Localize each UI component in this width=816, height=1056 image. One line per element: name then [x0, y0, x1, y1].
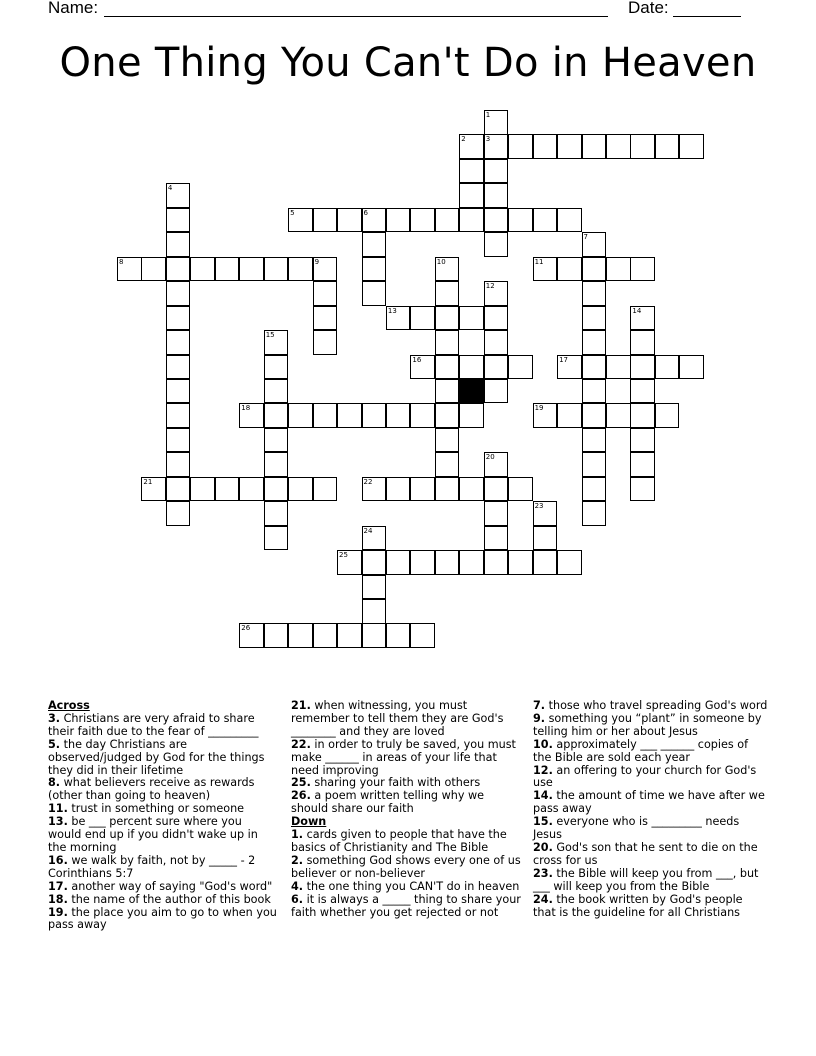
- grid-cell[interactable]: [166, 306, 191, 331]
- grid-cell[interactable]: [582, 379, 607, 404]
- grid-cell[interactable]: [264, 379, 289, 404]
- grid-cell[interactable]: [166, 428, 191, 453]
- grid-cell[interactable]: [264, 257, 289, 282]
- clue-num: 13.: [48, 815, 68, 829]
- grid-cell[interactable]: [435, 306, 460, 331]
- clue-text: the Bible will keep you from ___, but ___ will keep you from the Bible: [533, 866, 759, 893]
- grid-cell[interactable]: [435, 257, 460, 282]
- grid-cell[interactable]: [313, 306, 338, 331]
- clue-number: 9: [314, 257, 320, 266]
- grid-cell[interactable]: [313, 477, 338, 502]
- grid-cell[interactable]: [484, 159, 509, 184]
- grid-cell[interactable]: [582, 452, 607, 477]
- clue-text: everyone who is _________ needs Jesus: [533, 815, 740, 842]
- clue-column-2: [291, 700, 521, 919]
- grid-cell[interactable]: [484, 355, 509, 380]
- clue-item: [533, 842, 768, 868]
- grid-cell[interactable]: [362, 403, 387, 428]
- clue-number: 24: [363, 526, 373, 535]
- grid-cell[interactable]: [288, 477, 313, 502]
- grid-cell[interactable]: [190, 257, 215, 282]
- grid-cell[interactable]: [264, 403, 289, 428]
- clue-item: [48, 816, 278, 855]
- clue-number: 11: [534, 257, 544, 266]
- clue-text: what believers receive as rewards (other than going to heaven): [48, 776, 255, 803]
- grid-cell[interactable]: [484, 134, 509, 159]
- clue-item: [48, 855, 278, 881]
- grid-cell[interactable]: [362, 575, 387, 600]
- grid-cell[interactable]: [459, 403, 484, 428]
- clue-text: the place you aim to go to when you pass away: [48, 905, 277, 932]
- clue-text: the day Christians are observed/judged by God for the things they did in their lifetime: [48, 737, 265, 777]
- grid-cell[interactable]: [606, 355, 631, 380]
- clue-number: 20: [485, 453, 495, 462]
- grid-cell[interactable]: [557, 355, 582, 380]
- grid-cell[interactable]: [630, 428, 655, 453]
- grid-cell[interactable]: [484, 110, 509, 135]
- clue-num: 15.: [533, 815, 553, 829]
- clue-item: [48, 777, 278, 803]
- grid-cell[interactable]: [435, 403, 460, 428]
- clue-item: [48, 907, 278, 933]
- grid-cell[interactable]: [337, 623, 362, 648]
- clue-num: 12.: [533, 763, 553, 777]
- grid-cell[interactable]: [386, 477, 411, 502]
- grid-cell[interactable]: [484, 281, 509, 306]
- clue-column-3: [533, 700, 768, 919]
- clue-num: 8.: [48, 776, 61, 790]
- grid-cell[interactable]: [362, 208, 387, 233]
- clue-text: another way of saying "God's word": [67, 879, 273, 893]
- clue-text: sharing your faith with others: [310, 776, 481, 790]
- grid-cell[interactable]: [264, 477, 289, 502]
- grid-cell[interactable]: [362, 477, 387, 502]
- grid-cell[interactable]: [215, 477, 240, 502]
- clue-text: those who travel spreading God's word: [545, 699, 768, 712]
- clue-num: 26.: [291, 789, 311, 803]
- name-label: Name:: [48, 0, 99, 17]
- name-blank-line[interactable]: [104, 16, 608, 17]
- grid-cell[interactable]: [484, 379, 509, 404]
- grid-cell[interactable]: [630, 379, 655, 404]
- clue-item: [48, 713, 278, 739]
- grid-cell[interactable]: [313, 281, 338, 306]
- grid-cell[interactable]: [582, 403, 607, 428]
- grid-cell[interactable]: [166, 501, 191, 526]
- grid-cell[interactable]: [606, 403, 631, 428]
- clue-number: 2: [461, 135, 466, 144]
- clue-number: 6: [363, 208, 368, 217]
- clue-text: when witnessing, you must remember to tell them they are God's ________ and they are loved: [291, 699, 504, 738]
- grid-cell[interactable]: [582, 477, 607, 502]
- grid-cell[interactable]: [557, 257, 582, 282]
- clue-number: 1: [485, 111, 491, 119]
- grid-cell[interactable]: [484, 477, 509, 502]
- clue-text: trust in something or someone: [67, 802, 245, 816]
- grid-cell[interactable]: [435, 379, 460, 404]
- grid-cell[interactable]: [386, 623, 411, 648]
- grid-cell[interactable]: [410, 403, 435, 428]
- grid-cell[interactable]: [630, 403, 655, 428]
- clue-item: [48, 739, 278, 778]
- clue-number: 17: [559, 355, 569, 364]
- clue-number: 18: [241, 404, 251, 413]
- grid-cell[interactable]: [410, 623, 435, 648]
- grid-cell[interactable]: [386, 208, 411, 233]
- grid-cell[interactable]: [386, 306, 411, 331]
- grid-cell[interactable]: [313, 330, 338, 355]
- clue-num: 5.: [48, 737, 61, 751]
- grid-cell[interactable]: [484, 526, 509, 551]
- grid-cell[interactable]: [655, 403, 680, 428]
- grid-cell[interactable]: [557, 134, 582, 159]
- grid-cell[interactable]: [630, 257, 655, 282]
- clue-number: 14: [632, 306, 642, 315]
- clue-num: 23.: [533, 866, 553, 880]
- grid-cell[interactable]: [484, 306, 509, 331]
- grid-cell[interactable]: [484, 501, 509, 526]
- clue-number: 16: [412, 355, 422, 364]
- clue-text: the book written by God's people that is the guideline for all Christians: [533, 892, 743, 919]
- grid-cell[interactable]: [264, 355, 289, 380]
- clue-num: 18.: [48, 892, 68, 906]
- clue-column-1: [48, 700, 278, 932]
- grid-cell[interactable]: [264, 501, 289, 526]
- grid-cell[interactable]: [606, 134, 631, 159]
- grid-cell[interactable]: [362, 623, 387, 648]
- grid-cell[interactable]: [435, 281, 460, 306]
- clue-item: [533, 739, 768, 765]
- grid-cell[interactable]: [288, 403, 313, 428]
- grid-cell[interactable]: [679, 134, 704, 159]
- clue-number: 21: [143, 477, 153, 486]
- grid-cell[interactable]: [141, 257, 166, 282]
- clue-item: [291, 739, 521, 778]
- clue-num: 14.: [533, 789, 553, 803]
- clue-num: 6.: [291, 892, 304, 906]
- grid-cell[interactable]: [557, 550, 582, 575]
- grid-cell[interactable]: [435, 330, 460, 355]
- grid-cell[interactable]: [239, 477, 264, 502]
- clue-text: an offering to your church for God's use: [533, 763, 757, 790]
- grid-cell[interactable]: [484, 232, 509, 257]
- grid-cell[interactable]: [582, 306, 607, 331]
- grid-cell[interactable]: [410, 550, 435, 575]
- grid-cell[interactable]: [484, 550, 509, 575]
- grid-cell[interactable]: [386, 403, 411, 428]
- grid-cell[interactable]: [410, 477, 435, 502]
- grid-cell[interactable]: [362, 599, 387, 624]
- clue-number: 7: [583, 233, 588, 242]
- grid-cell[interactable]: [435, 208, 460, 233]
- grid-cell[interactable]: [533, 526, 558, 551]
- grid-cell[interactable]: [582, 134, 607, 159]
- down-heading: Down: [291, 815, 327, 829]
- grid-cell[interactable]: [362, 550, 387, 575]
- grid-cell[interactable]: [215, 257, 240, 282]
- grid-cell[interactable]: [313, 623, 338, 648]
- grid-cell[interactable]: [630, 477, 655, 502]
- grid-cell[interactable]: [533, 134, 558, 159]
- grid-cell[interactable]: [533, 257, 558, 282]
- grid-cell[interactable]: [630, 355, 655, 380]
- clue-num: 20.: [533, 840, 553, 854]
- clue-text: something God shows every one of us believer or non-believer: [291, 853, 521, 880]
- grid-cell[interactable]: [166, 330, 191, 355]
- clue-number: 15: [265, 331, 275, 339]
- clue-item: [533, 894, 768, 920]
- grid-cell[interactable]: [313, 403, 338, 428]
- grid-cell[interactable]: [141, 477, 166, 502]
- grid-cell[interactable]: [264, 330, 289, 355]
- grid-cell[interactable]: [410, 306, 435, 331]
- clue-item: [291, 790, 521, 816]
- grid-cell[interactable]: [582, 428, 607, 453]
- clue-text: Christians are very afraid to share their faith due to the fear of _________: [48, 711, 259, 738]
- grid-cell[interactable]: [288, 208, 313, 233]
- clue-item: [533, 868, 768, 894]
- clue-number: 23: [534, 502, 544, 511]
- clue-num: 22.: [291, 737, 311, 751]
- clue-num: 17.: [48, 879, 68, 893]
- grid-cell[interactable]: [508, 208, 533, 233]
- grid-cell[interactable]: [190, 477, 215, 502]
- clue-number: 5: [290, 208, 295, 217]
- clue-text: cards given to people that have the basics of Christianity and The Bible: [291, 828, 507, 854]
- clue-num: 19.: [48, 905, 68, 919]
- grid-cell[interactable]: [582, 257, 607, 282]
- grid-cell[interactable]: [166, 257, 191, 282]
- grid-cell[interactable]: [630, 330, 655, 355]
- grid-cell[interactable]: [655, 355, 680, 380]
- clue-number: 25: [339, 551, 348, 560]
- grid-cell[interactable]: [166, 183, 191, 208]
- grid-cell[interactable]: [337, 208, 362, 233]
- clue-item: [533, 765, 768, 791]
- clue-text: the one thing you CAN'T do in heaven: [303, 879, 520, 893]
- clue-text: God's son that he sent to die on the cross for us: [533, 840, 758, 867]
- clue-text: it is always a _____ thing to share your faith whether you get rejected or not: [291, 892, 521, 919]
- grid-cell[interactable]: [337, 550, 362, 575]
- grid-cell[interactable]: [533, 501, 558, 526]
- clue-num: 4.: [291, 879, 304, 893]
- clue-item: [533, 713, 768, 739]
- grid-cell[interactable]: [508, 550, 533, 575]
- grid-cell[interactable]: [435, 452, 460, 477]
- clue-number: 13: [387, 306, 397, 315]
- clue-text: the name of the author of this book: [67, 892, 271, 906]
- grid-cell[interactable]: [362, 526, 387, 551]
- grid-cell[interactable]: [533, 403, 558, 428]
- grid-cell[interactable]: [582, 281, 607, 306]
- grid-cell[interactable]: [459, 159, 484, 184]
- grid-cell[interactable]: [288, 623, 313, 648]
- clue-num: 2.: [291, 853, 304, 867]
- grid-cell[interactable]: [606, 257, 631, 282]
- grid-cell[interactable]: [337, 403, 362, 428]
- clue-number: 10: [436, 257, 446, 266]
- grid-cell[interactable]: [239, 403, 264, 428]
- clue-text: in order to truly be saved, you must make ______ in areas of your life that need improving: [291, 737, 516, 777]
- clue-text: a poem written telling why we should share our faith: [291, 789, 485, 816]
- grid-cell[interactable]: [459, 208, 484, 233]
- puzzle-title: One Thing You Can't Do in Heaven: [59, 40, 757, 86]
- grid-cell[interactable]: [582, 232, 607, 257]
- grid-cell[interactable]: [166, 477, 191, 502]
- grid-cell[interactable]: [166, 452, 191, 477]
- grid-cell[interactable]: [557, 403, 582, 428]
- clue-number: 8: [119, 257, 124, 266]
- clue-number: 12: [485, 282, 495, 291]
- grid-cell[interactable]: [459, 306, 484, 331]
- grid-cell[interactable]: [264, 526, 289, 551]
- clue-item: [291, 700, 521, 739]
- grid-cell[interactable]: [630, 306, 655, 331]
- header: [48, 0, 768, 22]
- grid-cell[interactable]: [435, 428, 460, 453]
- grid-cell[interactable]: [630, 134, 655, 159]
- clue-num: 24.: [533, 892, 553, 906]
- grid-cell[interactable]: [459, 550, 484, 575]
- clue-num: 10.: [533, 737, 553, 751]
- clue-num: 1.: [291, 828, 304, 842]
- clue-text: the amount of time we have after we pass away: [533, 789, 765, 816]
- clue-num: 16.: [48, 853, 68, 867]
- grid-cell[interactable]: [410, 355, 435, 380]
- black-square: [459, 379, 484, 404]
- grid-cell[interactable]: [435, 550, 460, 575]
- grid-cell[interactable]: [459, 134, 484, 159]
- grid-cell[interactable]: [362, 281, 387, 306]
- clue-num: 25.: [291, 776, 311, 790]
- clue-num: 9.: [533, 711, 546, 725]
- clue-item: [533, 790, 768, 816]
- grid-cell[interactable]: [557, 208, 582, 233]
- clue-number: 4: [167, 184, 173, 193]
- clue-num: 11.: [48, 802, 68, 816]
- grid-cell[interactable]: [166, 355, 191, 380]
- grid-cell[interactable]: [484, 452, 509, 477]
- grid-cell[interactable]: [533, 208, 558, 233]
- grid-cell[interactable]: [166, 232, 191, 257]
- grid-cell[interactable]: [264, 452, 289, 477]
- clue-number: 19: [534, 404, 544, 413]
- grid-cell[interactable]: [679, 355, 704, 380]
- clue-text: be ___ percent sure where you would end up if you didn't wake up in the morning: [48, 815, 258, 854]
- clue-num: 21.: [291, 699, 311, 712]
- grid-cell[interactable]: [582, 501, 607, 526]
- grid-cell[interactable]: [508, 477, 533, 502]
- grid-cell[interactable]: [435, 355, 460, 380]
- grid-cell[interactable]: [239, 623, 264, 648]
- grid-cell[interactable]: [362, 257, 387, 282]
- clue-num: 7.: [533, 699, 546, 712]
- date-label: Date:: [628, 0, 669, 17]
- clue-item: [291, 829, 521, 855]
- grid-cell[interactable]: [484, 183, 509, 208]
- grid-cell[interactable]: [410, 208, 435, 233]
- clue-item: [291, 855, 521, 881]
- grid-cell[interactable]: [288, 257, 313, 282]
- grid-cell[interactable]: [655, 134, 680, 159]
- across-heading: Across: [48, 699, 90, 712]
- grid-cell[interactable]: [582, 355, 607, 380]
- clue-text: approximately ___ ______ copies of the Bible are sold each year: [533, 737, 749, 764]
- grid-cell[interactable]: [362, 232, 387, 257]
- grid-cell[interactable]: [508, 134, 533, 159]
- clue-number: 22: [363, 477, 373, 486]
- clue-number: 26: [241, 624, 251, 633]
- grid-cell[interactable]: [435, 477, 460, 502]
- grid-cell[interactable]: [264, 428, 289, 453]
- grid-cell[interactable]: [166, 379, 191, 404]
- grid-cell[interactable]: [508, 355, 533, 380]
- grid-cell[interactable]: [264, 623, 289, 648]
- grid-cell[interactable]: [166, 208, 191, 233]
- grid-cell[interactable]: [630, 452, 655, 477]
- grid-cell[interactable]: [117, 257, 142, 282]
- clue-text: we walk by faith, not by _____ - 2 Corinthians 5:7: [48, 853, 256, 880]
- grid-cell[interactable]: [313, 257, 338, 282]
- grid-cell[interactable]: [459, 355, 484, 380]
- grid-cell[interactable]: [459, 477, 484, 502]
- grid-cell[interactable]: [484, 330, 509, 355]
- grid-cell[interactable]: [239, 257, 264, 282]
- clue-item: [291, 894, 521, 920]
- grid-cell[interactable]: [533, 550, 558, 575]
- grid-cell[interactable]: [166, 281, 191, 306]
- clue-text: something you “plant” in someone by telling him or her about Jesus: [533, 711, 762, 738]
- grid-cell[interactable]: [484, 208, 509, 233]
- grid-cell[interactable]: [459, 183, 484, 208]
- grid-cell[interactable]: [386, 550, 411, 575]
- clue-number: 3: [485, 135, 491, 144]
- grid-cell[interactable]: [313, 208, 338, 233]
- clue-num: 3.: [48, 711, 61, 725]
- grid-cell[interactable]: [582, 330, 607, 355]
- clue-item: [533, 816, 768, 842]
- date-blank-line[interactable]: [673, 16, 741, 17]
- grid-cell[interactable]: [166, 403, 191, 428]
